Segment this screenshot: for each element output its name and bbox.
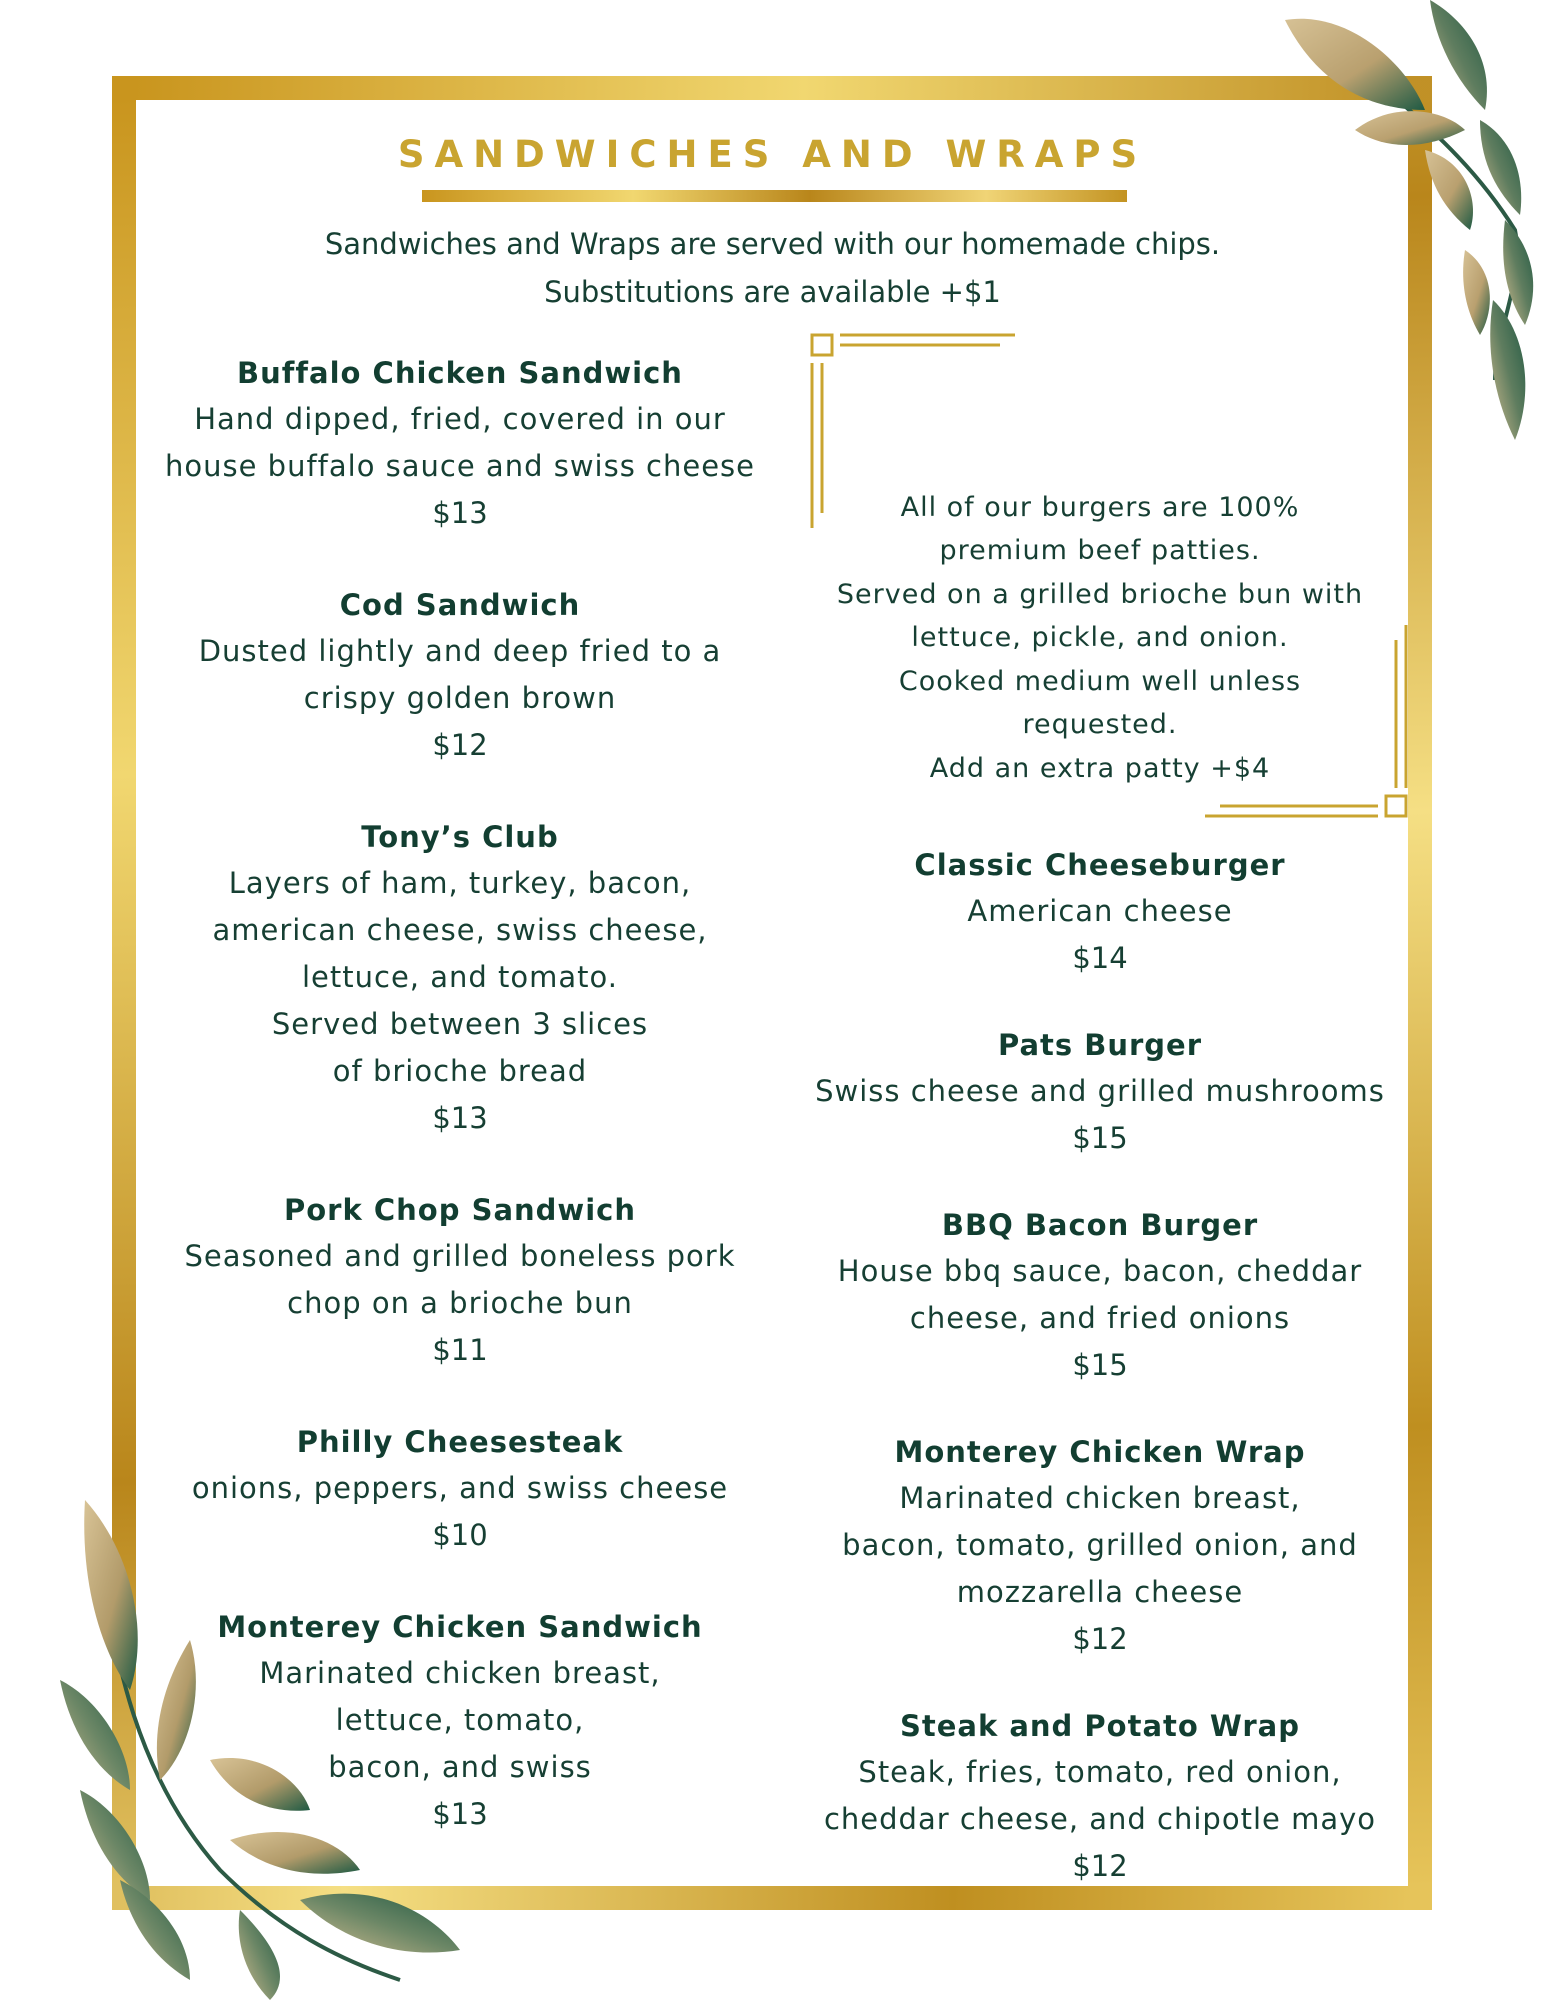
gold-corner-ornament-icon (810, 333, 1020, 533)
item-price: $15 (1072, 1121, 1128, 1155)
item-name: Tony’s Club (361, 820, 559, 854)
item-description: Seasoned and grilled boneless pork chop on a brioche bun (184, 1239, 736, 1320)
menu-item (140, 1419, 780, 1559)
intro-line-2: Substitutions are available +$1 (544, 275, 1001, 309)
menu-title: SANDWICHES AND WRAPS (397, 133, 1148, 176)
intro-line-1: Sandwiches and Wraps are served with our homemade chips. (324, 227, 1221, 261)
menu-item (140, 1187, 780, 1374)
item-name: Cod Sandwich (339, 588, 581, 622)
burger-info-text: All of our burgers are 100% premium beef patties. Served on a grilled brioche bun with lettuce, pickle, and onion. Cooked medium well unless requested. Add an extra patty +$4 (836, 491, 1364, 784)
menu-item (800, 842, 1400, 982)
burger-info-box (800, 355, 1400, 790)
item-price: $12 (1072, 1849, 1128, 1883)
item-name: Monterey Chicken Wrap (894, 1435, 1306, 1469)
title-underline (422, 190, 1127, 202)
item-name: BBQ Bacon Burger (941, 1208, 1259, 1242)
menu-item (800, 1202, 1400, 1389)
menu-item (140, 814, 780, 1142)
item-description: Marinated chicken breast, bacon, tomato, grilled onion, and mozzarella cheese (842, 1481, 1358, 1609)
item-name: Buffalo Chicken Sandwich (237, 356, 683, 390)
item-description: American cheese (967, 894, 1233, 928)
item-name: Philly Cheesesteak (296, 1425, 624, 1459)
item-name: Pork Chop Sandwich (284, 1193, 636, 1227)
item-description: Layers of ham, turkey, bacon, american cheese, swiss cheese, lettuce, and tomato. Served between 3 slices of brioche bread (212, 866, 708, 1088)
menu-item (800, 1022, 1400, 1162)
menu-item (800, 1703, 1400, 1890)
item-name: Monterey Chicken Sandwich (217, 1610, 703, 1644)
item-name: Classic Cheeseburger (914, 848, 1286, 882)
item-description: House bbq sauce, bacon, cheddar cheese, and fried onions (837, 1254, 1363, 1335)
item-price: $15 (1072, 1348, 1128, 1382)
item-name: Pats Burger (997, 1028, 1203, 1062)
item-price: $13 (432, 1101, 488, 1135)
item-price: $13 (432, 496, 488, 530)
item-price: $12 (1072, 1622, 1128, 1656)
menu-item (140, 582, 780, 769)
gold-corner-ornament-icon (1200, 620, 1410, 820)
intro-text (200, 220, 1345, 316)
item-price: $10 (432, 1518, 488, 1552)
item-name: Steak and Potato Wrap (899, 1709, 1301, 1743)
item-price: $14 (1072, 941, 1128, 975)
menu-item (800, 1429, 1400, 1663)
item-description: Swiss cheese and grilled mushrooms (815, 1074, 1385, 1108)
sandwich-column (140, 350, 780, 1883)
item-price: $13 (432, 1797, 488, 1831)
menu-item (140, 350, 780, 537)
item-description: Hand dipped, fried, covered in our house buffalo sauce and swiss cheese (165, 402, 755, 483)
item-description: Marinated chicken breast, lettuce, tomato, bacon, and swiss (259, 1656, 661, 1784)
item-price: $11 (432, 1333, 488, 1367)
item-description: Dusted lightly and deep fried to a crispy golden brown (198, 634, 722, 715)
item-description: Steak, fries, tomato, red onion, cheddar cheese, and chipotle mayo (823, 1755, 1376, 1836)
item-description: onions, peppers, and swiss cheese (191, 1471, 729, 1505)
burger-column (800, 355, 1400, 1930)
menu-item (140, 1604, 780, 1838)
item-price: $12 (432, 728, 488, 762)
